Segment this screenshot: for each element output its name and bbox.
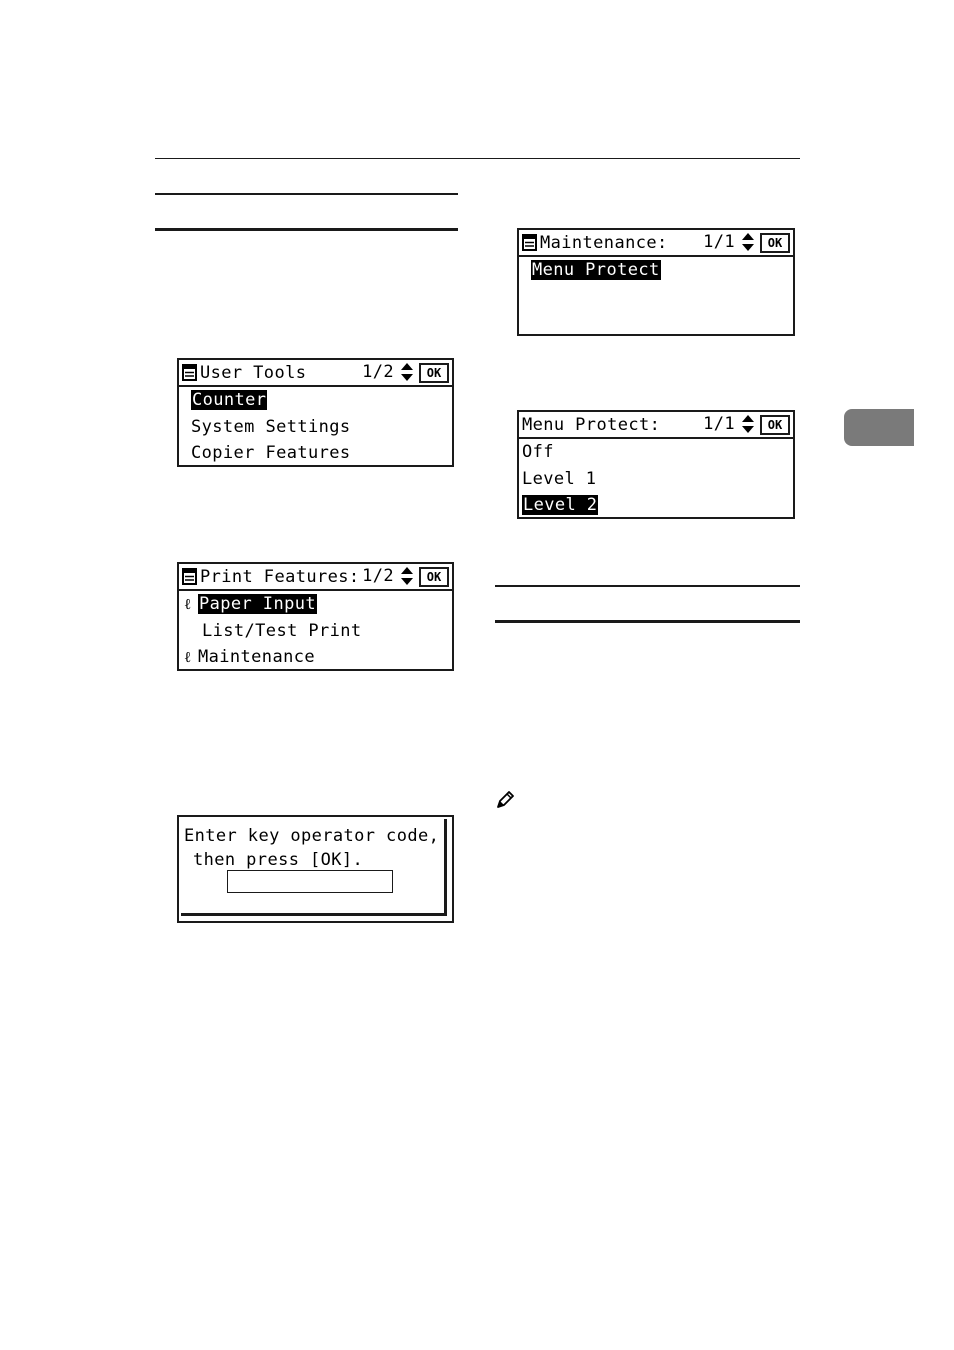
user-tools-panel — [177, 358, 454, 467]
panel-title: Menu Protect: — [522, 414, 661, 435]
menu-item-level-2[interactable] — [519, 492, 793, 519]
menu-item-list-test-print[interactable] — [179, 618, 452, 645]
prompt-line-1: Enter key operator code, — [184, 826, 440, 846]
ok-key: OK — [419, 567, 449, 587]
top-rule — [155, 158, 800, 159]
wrench-icon: ℓ — [184, 595, 192, 613]
wrench-icon: ℓ — [184, 648, 192, 666]
menu-item-label: Paper Input — [199, 594, 316, 614]
menu-item-label: Off — [522, 442, 554, 462]
menu-icon — [182, 568, 197, 585]
panel-header — [179, 564, 452, 591]
menu-item-label: Level 2 — [523, 495, 598, 515]
panel-header — [519, 412, 793, 439]
ok-key: OK — [760, 415, 790, 435]
menu-protect-panel — [517, 410, 795, 519]
prompt-line-2: then press [OK]. — [193, 850, 364, 870]
menu-item-menu-protect[interactable] — [519, 257, 793, 284]
ok-key: OK — [419, 363, 449, 383]
panel-header — [179, 360, 452, 387]
maintenance-panel — [517, 228, 795, 336]
menu-item-label: Copier Features — [191, 443, 351, 463]
menu-item-copier-features[interactable] — [179, 440, 452, 467]
menu-item-label: Level 1 — [522, 468, 597, 489]
panel-title: User Tools — [200, 362, 307, 383]
entry-frame — [181, 819, 447, 916]
panel-title: Maintenance: — [540, 232, 668, 253]
menu-item-label: List/Test Print — [202, 620, 362, 641]
menu-item-level-1[interactable] — [519, 466, 793, 493]
key-operator-code-input[interactable] — [227, 870, 393, 893]
menu-icon — [182, 364, 197, 381]
menu-icon — [522, 234, 537, 251]
chapter-tab — [844, 409, 914, 446]
print-features-panel — [177, 562, 454, 671]
left-section-rule-bottom — [155, 228, 458, 231]
up-down-arrows-icon — [741, 414, 755, 434]
menu-item-off[interactable] — [519, 439, 793, 466]
menu-item-counter[interactable] — [179, 387, 452, 414]
menu-item-label: System Settings — [191, 416, 351, 437]
menu-item-label: Counter — [192, 390, 267, 410]
menu-item-label: Menu Protect — [532, 260, 660, 280]
menu-item-system-settings[interactable] — [179, 414, 452, 441]
ok-key: OK — [760, 233, 790, 253]
page-indicator: 1/1 — [703, 414, 735, 434]
right-section-rule-top — [495, 585, 800, 587]
note-pencil-icon — [495, 790, 515, 810]
page-indicator: 1/2 — [362, 566, 394, 586]
up-down-arrows-icon — [400, 362, 414, 382]
key-operator-code-panel — [177, 815, 454, 923]
panel-title: Print Features: — [200, 566, 360, 587]
menu-item-label: Maintenance — [198, 647, 315, 667]
menu-item-paper-input[interactable] — [179, 591, 452, 618]
up-down-arrows-icon — [741, 232, 755, 252]
left-section-rule-top — [155, 193, 458, 195]
menu-item-maintenance[interactable] — [179, 644, 452, 671]
panel-header — [519, 230, 793, 257]
page-indicator: 1/2 — [362, 362, 394, 382]
right-section-rule-bottom — [495, 620, 800, 623]
page-indicator: 1/1 — [703, 232, 735, 252]
up-down-arrows-icon — [400, 566, 414, 586]
